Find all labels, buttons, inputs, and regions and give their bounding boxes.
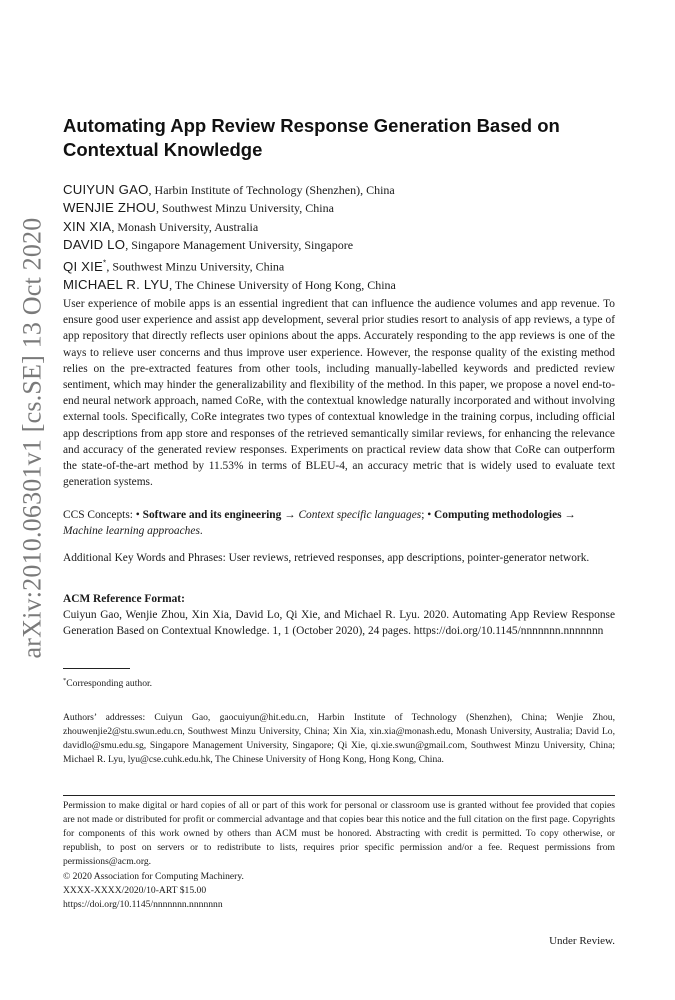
ccs-subcategory: Machine learning approaches [63, 525, 200, 538]
ccs-category: Computing methodologies [434, 509, 562, 521]
author-name: MICHAEL R. LYU [63, 276, 170, 292]
ccs-subcategory: Context specific languages [298, 509, 422, 521]
author-name: XIN XIA [63, 218, 112, 234]
author-affiliation: , Southwest Minzu University, China [156, 201, 334, 216]
acm-reference-heading: ACM Reference Format: [63, 593, 185, 605]
author-affiliation: , Harbin Institute of Technology (Shenzhen), China [148, 183, 395, 197]
author-entry [63, 199, 615, 217]
additional-keywords: Additional Key Words and Phrases: User reviews, retrieved responses, app descriptions, pointer-generator network. [63, 552, 590, 564]
arxiv-stamp [10, 198, 54, 678]
paper-title: Automating App Review Response Generation Based on Contextual Knowledge [63, 115, 560, 160]
author-entry [63, 254, 615, 276]
corresponding-author-mark: * [103, 258, 107, 268]
authors-addresses: Authors’ addresses: Cuiyun Gao, gaocuiyun@hit.edu.cn, Harbin Institute of Technology (Shenzhen), China; Wenjie Zhou, zhouwenjie2@stu.swun.edu.cn, Southwest Minzu University, China; Xin Xia, xin.xia@monash.edu, Monash University, Australia; David Lo, davidlo@smu.edu.sg, Singapore Management University, Singapore; Qi Xie, qi.xie.swun@gmail.com, Southwest Minzu University, China; Michael R. Lyu, lyu@cse.cuhk.edu.hk, The Chinese University of Hong Kong, Hong Kong, China. [63, 712, 615, 766]
author-list [63, 181, 615, 294]
author-name: CUIYUN GAO [63, 182, 149, 197]
doi-link[interactable]: https://doi.org/10.1145/nnnnnnn.nnnnnnn [63, 899, 223, 911]
arxiv-identifier: arXiv:2010.06301v1 [cs.SE] 13 Oct 2020 [17, 217, 47, 659]
ccs-concepts: CCS Concepts: • Software and its engineering → Context specific languages; • Computing methodologies → Machine learning approaches. [63, 509, 576, 538]
footnote-mark: * [63, 677, 67, 684]
footnote-rule [63, 668, 130, 669]
author-affiliation: , Monash University, Australia [111, 219, 259, 234]
author-entry [63, 276, 615, 294]
author-name: DAVID LO [63, 236, 126, 252]
abstract: User experience of mobile apps is an essential ingredient that can influence the audience volumes and app revenue. To ensure good user experience and assist app development, several prior studies resort to analysis of app reviews, a type of app repository that directly reflects user opinions about the apps. Accurately responding to the app reviews is one of the ways to relieve user concerns and thus improve user experience. However, the response quality of the existing method relies on the pre-extracted features from other tools, including manually-labelled keywords and predicted review sentiment, which may hinder the generalizability and flexibility of the method. In this paper, we propose a novel end-to-end neural network approach, named CoRe, with the contextual knowledge naturally incorporated and without involving external tools. Specifically, CoRe integrates two types of contextual knowledge in the training corpus, including official app descriptions from app store and responses of the retrieved semantically similar reviews, for enhancing the relevance and accuracy of the generated review responses. Experiments on practical review data show that CoRe can outperform the state-of-the-art method by 11.53% in terms of BLEU-4, an accuracy metric that is widely used to evaluate text generation systems. [63, 298, 615, 489]
permission-notice: Permission to make digital or hard copies of all or part of this work for personal or classroom use is granted without fee provided that copies are not made or distributed for profit or commercial advantage and that copies bear this notice and the full citation on the first page. Copyrights for components of this work owned by others than ACM must be honored. Abstracting with credit is permitted. To copy otherwise, or republish, to post on servers or to redistribute to lists, requires prior specific permission and/or a fee. Request permissions from permissions@acm.org. [63, 800, 615, 868]
acm-reference-text: Cuiyun Gao, Wenjie Zhou, Xin Xia, David Lo, Qi Xie, and Michael R. Lyu. 2020. Automating App Review Response Generation Based on Contextual Knowledge. 1, 1 (October 2020), 24 pages. https://doi.org/10.1145/nnnnnnn.nnnnnnn [63, 609, 615, 638]
author-affiliation: , Singapore Management University, Singapore [125, 237, 354, 252]
author-entry [63, 181, 615, 199]
footnote-text: Corresponding author. [66, 678, 153, 690]
author-affiliation: , Southwest Minzu University, China [106, 259, 285, 274]
copyright-line: © 2020 Association for Computing Machinery. [63, 871, 244, 882]
issn-line: XXXX-XXXX/2020/10-ART $15.00 [63, 885, 207, 897]
publication-info [63, 870, 615, 912]
footnote [63, 674, 152, 690]
author-affiliation: , The Chinese University of Hong Kong, China [169, 277, 396, 292]
author-name: WENJIE ZHOU [63, 200, 157, 216]
author-entry [63, 218, 615, 236]
author-entry [63, 236, 615, 254]
under-review-label: Under Review. [549, 935, 615, 947]
author-name: QI XIE* [63, 258, 107, 274]
permission-rule [63, 795, 615, 796]
ccs-category: Software and its engineering [142, 509, 282, 521]
